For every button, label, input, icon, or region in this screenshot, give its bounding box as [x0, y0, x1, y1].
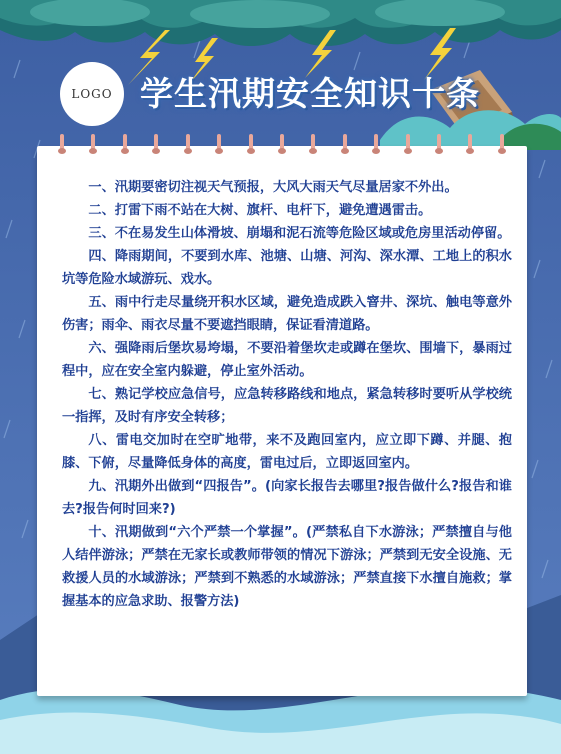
- safety-tip: 四、降雨期间，不要到水库、池塘、山塘、河沟、深水潭、工地上的积水坑等危险水域游玩、戏水。: [62, 249, 512, 287]
- binding-ring-icon: [120, 134, 130, 158]
- binding-ring-icon: [434, 134, 444, 158]
- binding-ring-icon: [403, 134, 413, 158]
- safety-tip: 一、汛期要密切注视天气预报，大风大雨天气尽量居家不外出。: [88, 180, 458, 195]
- safety-tips-list: [62, 176, 512, 613]
- logo-text: LOGO: [71, 87, 113, 101]
- binding-ring-icon: [371, 134, 381, 158]
- safety-tip: 五、雨中行走尽量绕开积水区域，避免造成跌入窨井、深坑、触电等意外伤害；雨伞、雨衣尽量不要遮挡眼睛，保证看清道路。: [62, 295, 512, 333]
- safety-tip: 十、汛期做到“六个严禁一个掌握”。(严禁私自下水游泳；严禁擅自与他人结伴游泳；严禁在无家长或教师带领的情况下游泳；严禁到无安全设施、无救援人员的水域游泳；严禁到不熟悉的水域游泳；严禁直接下水擅自施救；掌握基本的应急求助、报警方法): [62, 525, 512, 609]
- safety-tip: 九、汛期外出做到“四报告”。(向家长报告去哪里?报告做什么?报告和谁去?报告何时回来?): [62, 479, 512, 517]
- binding-ring-icon: [465, 134, 475, 158]
- binding-ring-icon: [497, 134, 507, 158]
- binding-ring-icon: [183, 134, 193, 158]
- page-title: 学生汛期安全知识十条: [140, 74, 480, 113]
- binding-ring-icon: [277, 134, 287, 158]
- safety-tip: 三、不在易发生山体滑坡、崩塌和泥石流等危险区域或危房里活动停留。: [88, 226, 511, 241]
- binding-ring-icon: [88, 134, 98, 158]
- logo: [60, 62, 124, 126]
- binding-ring-icon: [214, 134, 224, 158]
- binding-ring-icon: [151, 134, 161, 158]
- binding-ring-icon: [340, 134, 350, 158]
- notepad-card: [37, 146, 527, 696]
- safety-tip: 八、雷电交加时在空旷地带，来不及跑回室内，应立即下蹲、并腿、抱膝、下俯，尽量降低身体的高度，雷电过后，立即返回室内。: [62, 433, 512, 471]
- safety-tip: 六、强降雨后堡坎易垮塌，不要沿着堡坎走或蹲在堡坎、围墙下，暴雨过程中，应在安全室内躲避，停止室外活动。: [62, 341, 512, 379]
- safety-tip: 二、打雷下雨不站在大树、旗杆、电杆下，避免遭遇雷击。: [88, 203, 432, 218]
- binding-ring-icon: [246, 134, 256, 158]
- binding-ring-icon: [308, 134, 318, 158]
- safety-tip: 七、熟记学校应急信号，应急转移路线和地点，紧急转移时要听从学校统一指挥，及时有序安全转移；: [62, 387, 512, 425]
- notepad-binding: [37, 134, 527, 160]
- binding-ring-icon: [57, 134, 67, 158]
